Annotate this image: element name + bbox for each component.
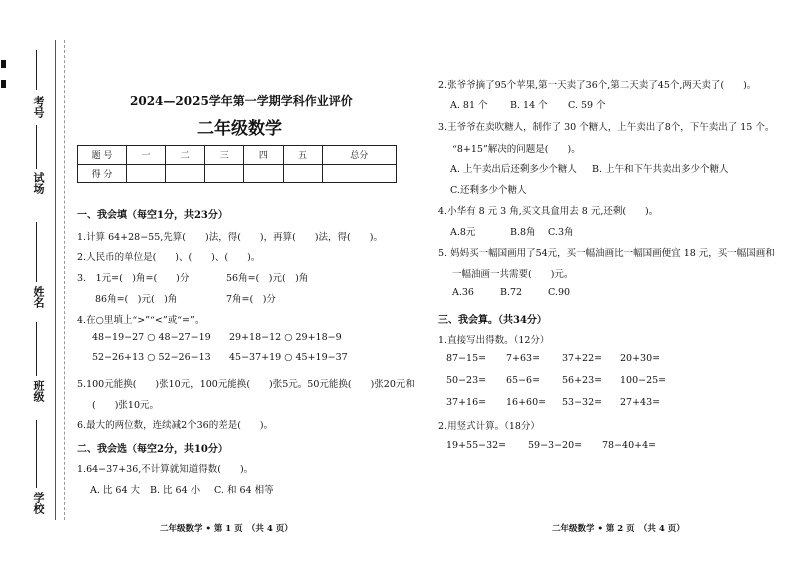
compare-item: 52−26+13 ○ 52−26−13: [92, 352, 211, 363]
s2-question-5: 5. 妈妈买一幅国画用了54元，买一幅油画比一幅国画便宜 18 元，买一幅国画和: [438, 248, 775, 259]
exam-room-label: 试场: [32, 172, 45, 194]
option: B.72: [500, 287, 523, 298]
score-table: [77, 145, 397, 183]
vertical-calc-item: 78−40+4=: [602, 440, 657, 451]
binding-mark: [1, 60, 6, 68]
calc-item: 50−23=: [446, 375, 487, 386]
subject-title: 二年级数学: [197, 119, 282, 139]
s1-question-5-cont: ( )张10元。: [92, 400, 160, 411]
option: C.3角: [548, 227, 574, 238]
calc-item: 65−6=: [506, 375, 541, 386]
s1-question-3d: 7角=( )分: [226, 294, 276, 305]
score-cell[interactable]: [127, 164, 166, 183]
page-footer-right: 二年级数学 • 第 2 页 （共 4 页）: [552, 524, 685, 534]
s3-question-1: 1.直接写出得数。（12分）: [438, 335, 550, 346]
score-table-score-row: [78, 164, 397, 183]
score-header-cell: 二: [166, 146, 205, 165]
binding-mark: [1, 80, 6, 88]
s2-question-4: 4.小华有 8 元 3 角,买文具盒用去 8 元,还剩( )。: [438, 206, 659, 217]
class-field[interactable]: [36, 322, 37, 376]
option: B. 比 64 小: [150, 485, 201, 496]
section1-heading: 一、我会填（每空1分，共23分）: [77, 210, 228, 221]
calc-item: 37+16=: [446, 397, 487, 408]
school-label: 学校: [32, 492, 45, 514]
option: B. 上午和下午共卖出多少个糖人: [592, 164, 729, 175]
score-cell[interactable]: [322, 164, 396, 183]
s1-question-6: 6.最大的两位数，连续减2个36的差是( )。: [77, 420, 274, 431]
s1-question-5: 5.100元能换( )张10元，100元能换( )张5元。50元能换( )张20元和: [77, 379, 415, 390]
option: A. 81 个: [450, 100, 488, 111]
compare-item: 45−37+19 ○ 45+19−37: [229, 352, 348, 363]
calc-item: 53−32=: [562, 397, 603, 408]
s3-question-2: 2.用竖式计算。（18分）: [438, 421, 540, 432]
compare-item: 29+18−12 ○ 29+18−9: [229, 332, 342, 343]
score-cell[interactable]: [205, 164, 244, 183]
option: C.90: [548, 287, 571, 298]
score-row-label: 得 分: [78, 164, 127, 183]
option: A.36: [452, 287, 474, 298]
option: A. 上午卖出后还剩多少个糖人: [450, 164, 577, 175]
compare-item: 48−19−27 ○ 48−27−19: [92, 332, 211, 343]
exam-number-label: 考号: [32, 96, 45, 118]
s2-question-2: 2.张爷爷摘了95个苹果,第一天卖了36个,第二天卖了45个,两天卖了( )。: [438, 80, 757, 91]
score-header-cell: 四: [244, 146, 283, 165]
section3-heading: 三、我会算。（共34分）: [438, 315, 547, 326]
calc-item: 7+63=: [506, 353, 541, 364]
calc-item: 56+23=: [562, 375, 603, 386]
score-header-cell: 五: [283, 146, 322, 165]
option: A.8元: [450, 227, 476, 238]
calc-item: 37+22=: [562, 353, 603, 364]
calc-item: 20+30=: [620, 353, 661, 364]
score-header-cell: 一: [127, 146, 166, 165]
s2-question-1: 1.64−37+36,不计算就知道得数( )。: [77, 464, 254, 475]
option: C. 和 64 相等: [214, 485, 274, 496]
option: A. 比 64 大: [90, 485, 141, 496]
option: C. 59 个: [568, 100, 606, 111]
calc-item: 100−25=: [620, 375, 667, 386]
exam-title: 2024—2025学年第一学期学科作业评价: [130, 94, 353, 108]
page-footer-left: 二年级数学 • 第 1 页 （共 4 页）: [160, 524, 293, 534]
s2-question-5-cont: 一幅油画一共需要( )元。: [452, 269, 574, 280]
name-field[interactable]: [36, 222, 37, 282]
calc-item: 16+60=: [506, 397, 547, 408]
s2-question-3-cont: “8+15”解决的问题是( )。: [452, 144, 581, 155]
option: C.还剩多少个糖人: [450, 185, 527, 196]
score-table-header-row: [78, 146, 397, 165]
s1-question-1: 1.计算 64+28−55,先算( )法，得( )，再算( )法，得( )。: [77, 232, 383, 243]
score-header-cell: 题 号: [78, 146, 127, 165]
cut-line: [64, 40, 65, 520]
option: B.8角: [510, 227, 536, 238]
s1-question-4: 4.在○里填上“>”“<”或“=”。: [77, 315, 205, 326]
school-field[interactable]: [36, 420, 37, 488]
section2-heading: 二、我会选（每空2分，共10分）: [77, 444, 228, 455]
score-header-cell: 总分: [322, 146, 396, 165]
calc-item: 27+43=: [620, 397, 661, 408]
calc-item: 87−15=: [446, 353, 487, 364]
s1-question-3b: 56角=( )元( )角: [226, 273, 309, 284]
class-label: 班级: [32, 380, 45, 402]
name-label: 姓名: [32, 286, 45, 308]
score-cell[interactable]: [244, 164, 283, 183]
exam-room-field[interactable]: [36, 125, 37, 169]
vertical-calc-item: 59−3−20=: [528, 440, 583, 451]
binding-line: [55, 40, 56, 520]
binding-margin: [0, 0, 68, 561]
vertical-calc-item: 19+55−32=: [446, 440, 507, 451]
s2-question-3: 3.王爷爷在卖吹糖人，制作了 30 个糖人，上午卖出了8个，下午卖出了 15 个。: [438, 122, 775, 133]
s1-question-3c: 86角=( )元( )角: [95, 294, 178, 305]
s1-question-2: 2.人民币的单位是( )、( )、( )。: [77, 252, 261, 263]
exam-number-field[interactable]: [36, 50, 37, 90]
score-cell[interactable]: [166, 164, 205, 183]
score-cell[interactable]: [283, 164, 322, 183]
score-header-cell: 三: [205, 146, 244, 165]
s1-question-3a: 3. 1元=( )角=( )分: [77, 273, 190, 284]
option: B. 14 个: [510, 100, 548, 111]
